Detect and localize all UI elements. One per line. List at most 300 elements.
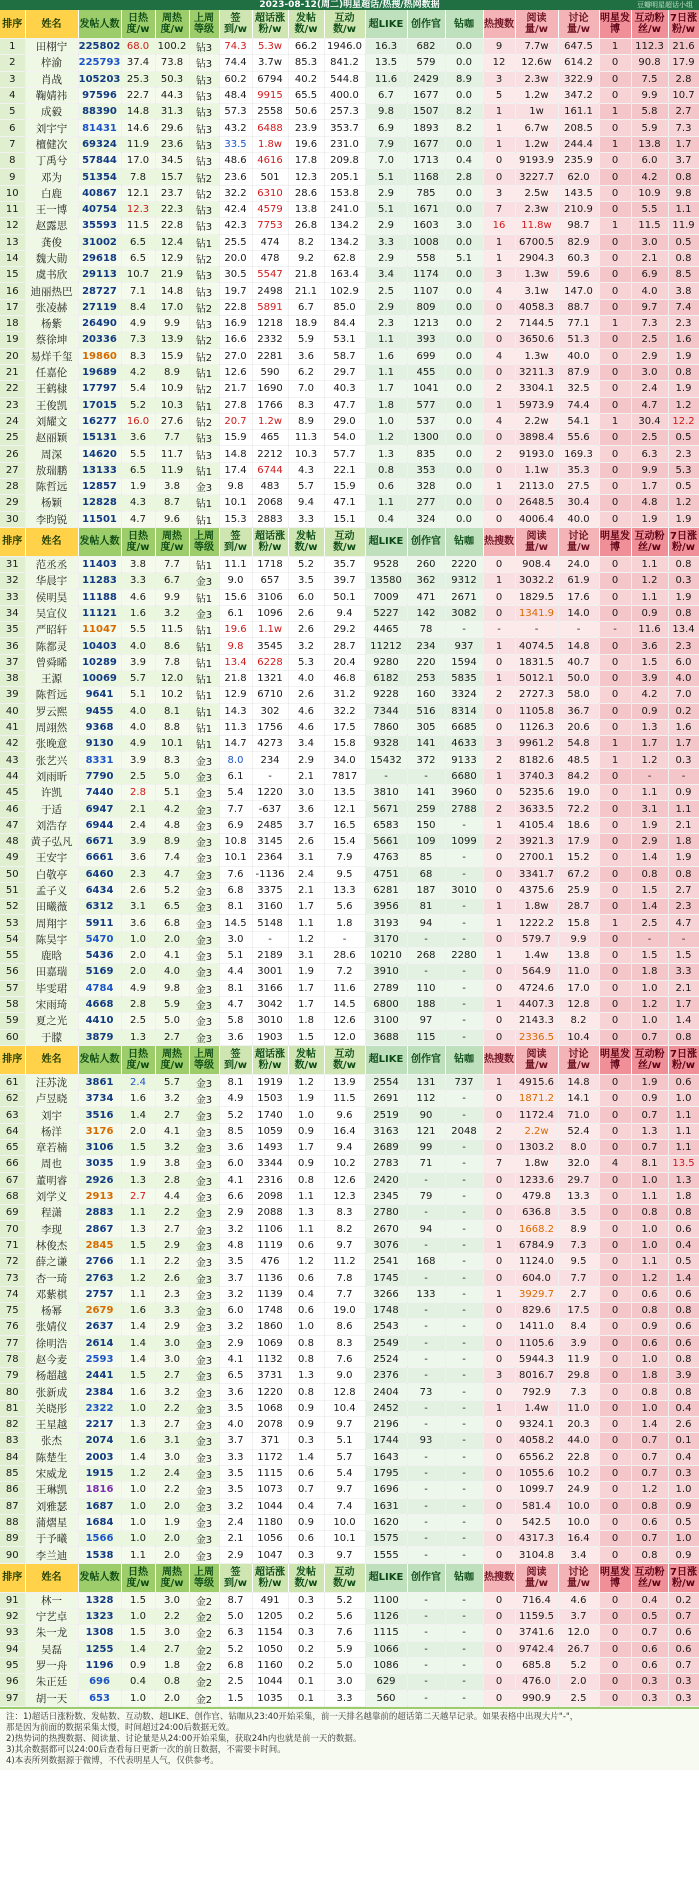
creator-cell: -	[407, 768, 445, 784]
diamond-cell: 3082	[445, 605, 483, 621]
star-name-cell: 吴磊	[25, 1641, 78, 1657]
creator-cell: 809	[407, 299, 445, 315]
super-like-cell: 11.6	[365, 71, 407, 87]
read-count-cell: 2727.3	[515, 687, 558, 703]
read-count-cell: -	[515, 622, 558, 638]
table-row	[0, 364, 699, 380]
diamond-cell: 0.0	[445, 413, 483, 429]
rank-cell: 94	[0, 1641, 25, 1657]
interaction-count-cell: 15.1	[324, 511, 365, 527]
post-count-cell: 3.6	[288, 801, 324, 817]
weekly-heat-cell: 10.3	[155, 397, 189, 413]
read-count-cell: 579.7	[515, 931, 558, 947]
fans-count-cell: 11283	[78, 573, 121, 589]
weekly-heat-cell: 3.0	[155, 1351, 189, 1367]
checkin-cell: 43.2	[219, 120, 252, 136]
daily-heat-cell: 5.5	[121, 622, 155, 638]
last-week-level-cell: 钻3	[189, 104, 219, 120]
checkin-cell: 3.6	[219, 1029, 252, 1045]
topic-fans-gain-cell: 1718	[252, 556, 288, 572]
read-count-cell: 1.2w	[515, 87, 558, 103]
fans-count-cell: 9130	[78, 736, 121, 752]
post-count-cell: 0.3	[288, 1547, 324, 1563]
topic-fans-gain-cell: 2078	[252, 1417, 288, 1433]
weekly-heat-cell: 2.2	[155, 1609, 189, 1625]
hot-search-cell: 0	[483, 1319, 515, 1335]
star-post-cell: 1	[599, 915, 631, 931]
discussion-count-cell: 40.0	[558, 348, 599, 364]
super-like-cell: 6.7	[365, 87, 407, 103]
star-post-cell: -	[599, 622, 631, 638]
interactive-fans-cell: 1.4	[631, 1417, 668, 1433]
discussion-count-cell: 11.0	[558, 964, 599, 980]
interactive-fans-cell: 1.1	[631, 589, 668, 605]
discussion-count-cell: 24.0	[558, 556, 599, 572]
rank-cell: 23	[0, 397, 25, 413]
read-count-cell: 685.8	[515, 1657, 558, 1673]
seven-day-fans-gain-cell: 1.9	[668, 348, 699, 364]
read-count-cell: 4375.6	[515, 882, 558, 898]
topic-fans-gain-cell: 1073	[252, 1482, 288, 1498]
fans-count-cell: 1308	[78, 1625, 121, 1641]
table-row	[0, 687, 699, 703]
discussion-count-cell: 347.2	[558, 87, 599, 103]
interaction-count-cell: 15.8	[324, 736, 365, 752]
weekly-heat-cell: 4.0	[155, 964, 189, 980]
topic-fans-gain-cell: 1044	[252, 1498, 288, 1514]
interactive-fans-cell: 0.6	[631, 1286, 668, 1302]
read-count-cell: 8016.7	[515, 1368, 558, 1384]
weekly-heat-cell: 2.6	[155, 1270, 189, 1286]
super-like-cell: 1.2	[365, 430, 407, 446]
post-count-cell: 40.2	[288, 71, 324, 87]
interactive-fans-cell: 3.0	[631, 364, 668, 380]
weekly-heat-cell: 0.8	[155, 1674, 189, 1690]
table-row	[0, 1400, 699, 1416]
discussion-count-cell: 18.6	[558, 817, 599, 833]
creator-cell: -	[407, 1657, 445, 1673]
daily-heat-cell: 5.5	[121, 446, 155, 462]
column-header: 互动数/w	[324, 1045, 365, 1074]
column-header: 明星发博	[599, 527, 631, 556]
post-count-cell: 1.4	[288, 1449, 324, 1465]
weekly-heat-cell: 5.9	[155, 996, 189, 1012]
column-header: 超LIKE	[365, 1045, 407, 1074]
super-like-cell: 1100	[365, 1592, 407, 1608]
interactive-fans-cell: 1.2	[631, 752, 668, 768]
creator-cell: -	[407, 1465, 445, 1481]
rank-cell: 71	[0, 1237, 25, 1253]
weekly-heat-cell: 5.0	[155, 1013, 189, 1029]
seven-day-fans-gain-cell: 9.8	[668, 185, 699, 201]
weekly-heat-cell: 2.9	[155, 1319, 189, 1335]
topic-fans-gain-cell: 1115	[252, 1465, 288, 1481]
fans-count-cell: 2003	[78, 1449, 121, 1465]
last-week-level-cell: 金3	[189, 1465, 219, 1481]
interaction-count-cell: 7817	[324, 768, 365, 784]
interactive-fans-cell: 5.5	[631, 201, 668, 217]
rank-cell: 49	[0, 850, 25, 866]
seven-day-fans-gain-cell: 0.8	[668, 866, 699, 882]
discussion-count-cell: 59.6	[558, 267, 599, 283]
super-like-cell: 2404	[365, 1384, 407, 1400]
interaction-count-cell: 32.2	[324, 703, 365, 719]
fans-count-cell: 31002	[78, 234, 121, 250]
checkin-cell: 4.1	[219, 1351, 252, 1367]
fans-count-cell: 9455	[78, 703, 121, 719]
column-header: 超话涨粉/w	[252, 1563, 288, 1592]
creator-cell: -	[407, 1172, 445, 1188]
interactive-fans-cell: 112.3	[631, 39, 668, 55]
star-post-cell: 0	[599, 397, 631, 413]
star-name-cell: 刘宇宁	[25, 120, 78, 136]
checkin-cell: 5.0	[219, 1609, 252, 1625]
checkin-cell: 3.2	[219, 1221, 252, 1237]
interaction-count-cell: 9.5	[324, 866, 365, 882]
last-week-level-cell: 钻1	[189, 654, 219, 670]
interaction-count-cell: -	[324, 931, 365, 947]
interaction-count-cell: 22.1	[324, 462, 365, 478]
last-week-level-cell: 金3	[189, 605, 219, 621]
interaction-count-cell: 163.4	[324, 267, 365, 283]
weekly-heat-cell: 7.8	[155, 654, 189, 670]
post-count-cell: 2.9	[288, 752, 324, 768]
seven-day-fans-gain-cell: 0.3	[668, 573, 699, 589]
checkin-cell: 6.8	[219, 1657, 252, 1673]
post-count-cell: 85.3	[288, 55, 324, 71]
seven-day-fans-gain-cell: 1.5	[668, 948, 699, 964]
hot-search-cell: 3	[483, 1368, 515, 1384]
fans-count-cell: 40867	[78, 185, 121, 201]
diamond-cell: -	[445, 1690, 483, 1706]
discussion-count-cell: 20.3	[558, 1417, 599, 1433]
read-count-cell: 1055.6	[515, 1465, 558, 1481]
post-count-cell: 4.6	[288, 703, 324, 719]
star-post-cell: 0	[599, 768, 631, 784]
star-name-cell: 范丞丞	[25, 556, 78, 572]
read-count-cell: 1411.0	[515, 1319, 558, 1335]
fans-count-cell: 12828	[78, 495, 121, 511]
star-post-cell: 1	[599, 413, 631, 429]
daily-heat-cell: 1.3	[121, 1221, 155, 1237]
table-row	[0, 866, 699, 882]
interactive-fans-cell: 1.1	[631, 556, 668, 572]
read-count-cell: 3304.1	[515, 381, 558, 397]
table-row	[0, 1482, 699, 1498]
creator-cell: 121	[407, 1123, 445, 1139]
hot-search-cell: 0	[483, 1270, 515, 1286]
daily-heat-cell: 1.0	[121, 1498, 155, 1514]
table-row	[0, 1449, 699, 1465]
checkin-cell: 2.5	[219, 1674, 252, 1690]
interactive-fans-cell: 0.6	[631, 1641, 668, 1657]
diamond-cell: 0.0	[445, 39, 483, 55]
rank-cell: 66	[0, 1156, 25, 1172]
interactive-fans-cell: 13.8	[631, 136, 668, 152]
star-name-cell: 于朦	[25, 1029, 78, 1045]
rank-cell: 62	[0, 1091, 25, 1107]
star-post-cell: 1	[599, 752, 631, 768]
star-post-cell: 1	[599, 218, 631, 234]
daily-heat-cell: 11.9	[121, 136, 155, 152]
topic-fans-gain-cell: 1205	[252, 1609, 288, 1625]
diamond-cell: 3960	[445, 785, 483, 801]
read-count-cell: 1829.5	[515, 589, 558, 605]
last-week-level-cell: 金2	[189, 1625, 219, 1641]
super-like-cell: 0.8	[365, 462, 407, 478]
topic-fans-gain-cell: 3375	[252, 882, 288, 898]
diamond-cell: -	[445, 996, 483, 1012]
discussion-count-cell: 2.5	[558, 1690, 599, 1706]
checkin-cell: 15.9	[219, 430, 252, 446]
weekly-heat-cell: 23.7	[155, 185, 189, 201]
post-count-cell: 23.9	[288, 120, 324, 136]
last-week-level-cell: 金3	[189, 1237, 219, 1253]
super-like-cell: 9280	[365, 654, 407, 670]
discussion-count-cell: 62.0	[558, 169, 599, 185]
hot-search-cell: 0	[483, 1514, 515, 1530]
table-row	[0, 332, 699, 348]
read-count-cell: 1.1w	[515, 462, 558, 478]
column-header: 明星发博	[599, 10, 631, 39]
interaction-count-cell: 9.7	[324, 1237, 365, 1253]
star-name-cell: 檀健次	[25, 136, 78, 152]
seven-day-fans-gain-cell: 0.8	[668, 1029, 699, 1045]
star-name-cell: 任嘉伦	[25, 364, 78, 380]
read-count-cell: 2700.1	[515, 850, 558, 866]
hot-search-cell: 1	[483, 397, 515, 413]
weekly-heat-cell: 13.9	[155, 332, 189, 348]
super-like-cell: 5.1	[365, 169, 407, 185]
star-name-cell: 张晚意	[25, 736, 78, 752]
discussion-count-cell: 60.3	[558, 250, 599, 266]
rank-cell: 18	[0, 316, 25, 332]
hot-search-cell: 0	[483, 1592, 515, 1608]
table-row	[0, 1641, 699, 1657]
star-post-cell: 0	[599, 1172, 631, 1188]
seven-day-fans-gain-cell: 0.8	[668, 1384, 699, 1400]
read-count-cell: 5973.9	[515, 397, 558, 413]
read-count-cell: 1668.2	[515, 1221, 558, 1237]
diamond-cell: -	[445, 1254, 483, 1270]
discussion-count-cell: 15.2	[558, 850, 599, 866]
discussion-count-cell: 11.0	[558, 1400, 599, 1416]
footnote-line: 3)其余数据都可以24:00后查看每日更新一次的前日数据，不需要卡时间。	[6, 1744, 286, 1755]
column-header: 热搜数	[483, 527, 515, 556]
topic-fans-gain-cell: 3145	[252, 833, 288, 849]
star-name-cell: 周深	[25, 446, 78, 462]
star-name-cell: 王鹤棣	[25, 381, 78, 397]
table-row	[0, 1433, 699, 1449]
topic-fans-gain-cell: 1740	[252, 1107, 288, 1123]
post-count-cell: 0.9	[288, 1417, 324, 1433]
daily-heat-cell: 22.7	[121, 87, 155, 103]
rank-cell: 15	[0, 267, 25, 283]
column-header: 讨论量/w	[558, 527, 599, 556]
rank-cell: 91	[0, 1592, 25, 1608]
seven-day-fans-gain-cell: 1.0	[668, 1531, 699, 1547]
interaction-count-cell: 7.6	[324, 1351, 365, 1367]
creator-cell: -	[407, 1547, 445, 1563]
discussion-count-cell: 4.6	[558, 1592, 599, 1608]
column-header: 排序	[0, 527, 25, 556]
column-header: 阅读量/w	[515, 527, 558, 556]
checkin-cell: 13.4	[219, 654, 252, 670]
topic-fans-gain-cell: 3042	[252, 996, 288, 1012]
table-row	[0, 1270, 699, 1286]
discussion-count-cell: 61.9	[558, 573, 599, 589]
topic-fans-gain-cell: 3344	[252, 1156, 288, 1172]
diamond-cell: -	[445, 1465, 483, 1481]
last-week-level-cell: 金3	[189, 1449, 219, 1465]
read-count-cell: 1.4w	[515, 1400, 558, 1416]
star-post-cell: 0	[599, 573, 631, 589]
diamond-cell: -	[445, 866, 483, 882]
last-week-level-cell: 金3	[189, 573, 219, 589]
post-count-cell: 0.4	[288, 1498, 324, 1514]
daily-heat-cell: 1.5	[121, 1625, 155, 1641]
daily-heat-cell: 4.9	[121, 980, 155, 996]
super-like-cell: 1748	[365, 1302, 407, 1318]
checkin-cell: 4.0	[219, 1417, 252, 1433]
hot-search-cell: 0	[483, 980, 515, 996]
post-count-cell: 1.2	[288, 931, 324, 947]
interaction-count-cell: 16.5	[324, 817, 365, 833]
daily-heat-cell: 2.0	[121, 948, 155, 964]
interaction-count-cell: 5.6	[324, 1609, 365, 1625]
read-count-cell: 1341.9	[515, 605, 558, 621]
read-count-cell: 2.2w	[515, 413, 558, 429]
last-week-level-cell: 金2	[189, 1592, 219, 1608]
fans-count-cell: 2322	[78, 1400, 121, 1416]
post-count-cell: 21.8	[288, 267, 324, 283]
daily-heat-cell: 2.0	[121, 964, 155, 980]
fans-count-cell: 105203	[78, 71, 121, 87]
fans-count-cell: 11047	[78, 622, 121, 638]
column-header: 互动数/w	[324, 527, 365, 556]
star-post-cell: 0	[599, 1465, 631, 1481]
star-name-cell: 张杰	[25, 1433, 78, 1449]
hot-search-cell: 2	[483, 446, 515, 462]
checkin-cell: 6.1	[219, 768, 252, 784]
post-count-cell: 6.2	[288, 364, 324, 380]
star-name-cell: 杏一琦	[25, 1270, 78, 1286]
interactive-fans-cell: 1.4	[631, 850, 668, 866]
interactive-fans-cell: 1.2	[631, 1270, 668, 1286]
star-name-cell: 易烊千玺	[25, 348, 78, 364]
table-row	[0, 768, 699, 784]
table-row	[0, 1205, 699, 1221]
super-like-cell: 2783	[365, 1156, 407, 1172]
interaction-count-cell: 9.0	[324, 1368, 365, 1384]
super-like-cell: 10210	[365, 948, 407, 964]
checkin-cell: 3.6	[219, 1140, 252, 1156]
interactive-fans-cell: 1.0	[631, 1351, 668, 1367]
star-post-cell: 0	[599, 1074, 631, 1090]
star-name-cell: 董明睿	[25, 1172, 78, 1188]
rank-cell: 47	[0, 817, 25, 833]
table-row	[0, 1690, 699, 1706]
interaction-count-cell: 12.3	[324, 1188, 365, 1204]
weekly-heat-cell: 2.2	[155, 1205, 189, 1221]
fans-count-cell: 2593	[78, 1351, 121, 1367]
topic-fans-gain-cell: 1220	[252, 1384, 288, 1400]
seven-day-fans-gain-cell: 0.1	[668, 1433, 699, 1449]
table-row	[0, 381, 699, 397]
topic-fans-gain-cell: 1047	[252, 1547, 288, 1563]
post-count-cell: 5.3	[288, 654, 324, 670]
creator-cell: 78	[407, 622, 445, 638]
checkin-cell: 3.7	[219, 1433, 252, 1449]
post-count-cell: 0.3	[288, 1625, 324, 1641]
weekly-heat-cell: 44.3	[155, 87, 189, 103]
star-post-cell: 0	[599, 1657, 631, 1673]
checkin-cell: 20.7	[219, 413, 252, 429]
diamond-cell: -	[445, 1351, 483, 1367]
rank-cell: 89	[0, 1531, 25, 1547]
star-name-cell: 陈哲远	[25, 687, 78, 703]
topic-fans-gain-cell: 483	[252, 479, 288, 495]
read-count-cell: 9324.1	[515, 1417, 558, 1433]
last-week-level-cell: 钻3	[189, 201, 219, 217]
creator-cell: 1041	[407, 381, 445, 397]
super-like-cell: 3.3	[365, 234, 407, 250]
hot-search-cell: 0	[483, 1351, 515, 1367]
table-row	[0, 1319, 699, 1335]
checkin-cell: 6.1	[219, 605, 252, 621]
creator-cell: 187	[407, 882, 445, 898]
super-like-cell: 2.9	[365, 218, 407, 234]
interaction-count-cell: 29.7	[324, 364, 365, 380]
discussion-count-cell: 74.4	[558, 397, 599, 413]
rank-cell: 7	[0, 136, 25, 152]
interactive-fans-cell: 30.4	[631, 413, 668, 429]
discussion-count-cell: 20.6	[558, 719, 599, 735]
footnote-line: 那是因为前面的数据采集太慢，时间超过24:00后数据无效。	[6, 1722, 235, 1733]
creator-cell: 1213	[407, 316, 445, 332]
star-name-cell: 刘浩存	[25, 817, 78, 833]
rank-cell: 5	[0, 104, 25, 120]
weekly-heat-cell: 8.3	[155, 752, 189, 768]
star-name-cell: 宋雨琦	[25, 996, 78, 1012]
daily-heat-cell: 1.0	[121, 931, 155, 947]
checkin-cell: 11.1	[219, 556, 252, 572]
daily-heat-cell: 1.0	[121, 1531, 155, 1547]
hot-search-cell: 1	[483, 250, 515, 266]
creator-cell: 393	[407, 332, 445, 348]
discussion-count-cell: 26.7	[558, 1641, 599, 1657]
table-header-row	[0, 1045, 699, 1074]
diamond-cell: 0.0	[445, 479, 483, 495]
rank-cell: 78	[0, 1351, 25, 1367]
fans-count-cell: 6947	[78, 801, 121, 817]
hot-search-cell: 1	[483, 120, 515, 136]
diamond-cell: -	[445, 1417, 483, 1433]
star-name-cell: 白鹿	[25, 185, 78, 201]
fans-count-cell: 27119	[78, 299, 121, 315]
interactive-fans-cell: 0.8	[631, 1547, 668, 1563]
checkin-cell: 14.8	[219, 446, 252, 462]
star-post-cell: 0	[599, 87, 631, 103]
rank-cell: 34	[0, 605, 25, 621]
hot-search-cell: 0	[483, 1609, 515, 1625]
fans-count-cell: 2637	[78, 1319, 121, 1335]
star-name-cell: 林俊杰	[25, 1237, 78, 1253]
discussion-count-cell: 9.5	[558, 1254, 599, 1270]
star-name-cell: 赵露思	[25, 218, 78, 234]
read-count-cell: 6556.2	[515, 1449, 558, 1465]
table-header-row	[0, 527, 699, 556]
